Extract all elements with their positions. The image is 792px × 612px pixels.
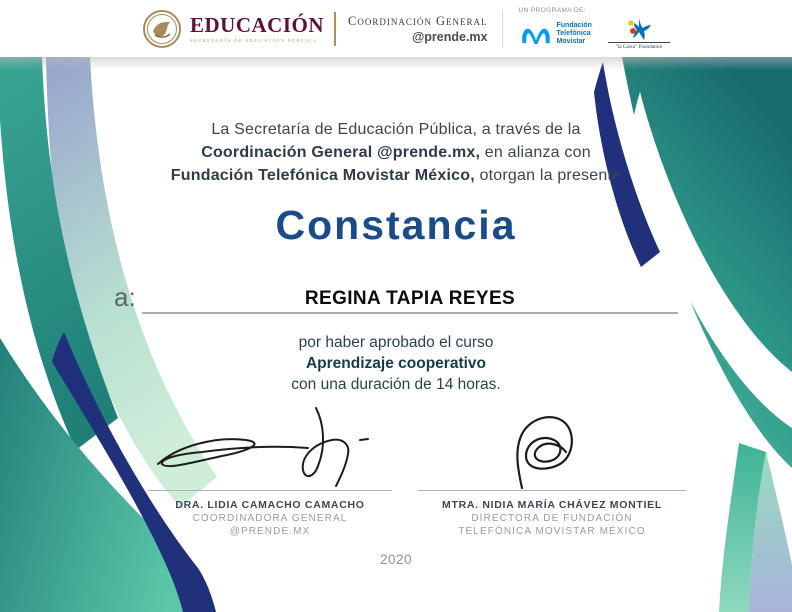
signer-role2-right: TELEFÓNICA MOVISTAR MÉXICO bbox=[458, 526, 646, 537]
prende-mx-label: @prende.mx bbox=[412, 29, 488, 44]
course-name: Aprendizaje cooperativo bbox=[305, 355, 486, 372]
sep-seal-icon bbox=[142, 9, 182, 49]
caixa-label: "la Caixa" Foundation bbox=[615, 44, 663, 50]
recipient-name: REGINA TAPIA REYES bbox=[304, 288, 516, 309]
educacion-subtitle: SECRETARÍA DE EDUCACIÓN PÚBLICA bbox=[190, 38, 318, 43]
certificate-title: Constancia bbox=[275, 202, 517, 248]
program-label: UN PROGRAMA DE: bbox=[518, 7, 586, 14]
caixa-star-icon bbox=[626, 17, 652, 41]
caixa-logo bbox=[608, 17, 670, 50]
signature-scribble-right bbox=[488, 410, 598, 490]
intro-line-1: La Secretaría de Educación Pública, a través de la bbox=[211, 121, 581, 138]
signer-role1-left: COORDINADORA GENERAL bbox=[192, 513, 348, 524]
movistar-logo bbox=[519, 19, 592, 49]
course-line-1: por haber aprobado el curso bbox=[298, 334, 494, 351]
educacion-wordmark: EDUCACIÓN bbox=[190, 13, 325, 37]
intro-line-3: Fundación Telefónica Movistar México, otorgan la presente bbox=[170, 167, 622, 184]
signer-block-left bbox=[148, 490, 392, 538]
movistar-text: Fundación Telefónica Movistar bbox=[556, 21, 592, 45]
movistar-m-icon bbox=[519, 19, 553, 49]
signer-name-right: MTRA. NIDIA MARÍA CHÁVEZ MONTIEL bbox=[442, 499, 662, 511]
gray-divider bbox=[502, 10, 503, 48]
educacion-logo bbox=[142, 9, 324, 49]
signer-name-left: DRA. LIDIA CAMACHO CAMACHO bbox=[175, 499, 365, 511]
recipient-prefix: a: bbox=[114, 282, 136, 312]
caixa-underline bbox=[608, 42, 670, 43]
gold-divider bbox=[334, 12, 336, 46]
logo-header bbox=[0, 0, 792, 57]
intro-line-2: Coordinación General @prende.mx, en alianza con bbox=[201, 144, 591, 161]
signature-line-right bbox=[418, 490, 686, 491]
signer-block-right bbox=[418, 490, 686, 538]
coordinacion-general-label: Coordinación General bbox=[348, 13, 488, 28]
signer-role2-left: @PRENDE.MX bbox=[229, 526, 311, 537]
signature-line-left bbox=[148, 490, 392, 491]
signature-scribble-left bbox=[150, 398, 390, 490]
course-duration: con una duración de 14 horas. bbox=[291, 376, 501, 393]
course-paragraph bbox=[0, 332, 792, 395]
program-block bbox=[519, 7, 670, 50]
recipient-underline bbox=[142, 312, 678, 314]
prende-logo bbox=[348, 14, 487, 44]
signer-role1-right: DIRECTORA DE FUNDACIÓN bbox=[471, 513, 633, 524]
year-label: 2020 bbox=[379, 552, 413, 567]
intro-paragraph bbox=[0, 118, 792, 187]
